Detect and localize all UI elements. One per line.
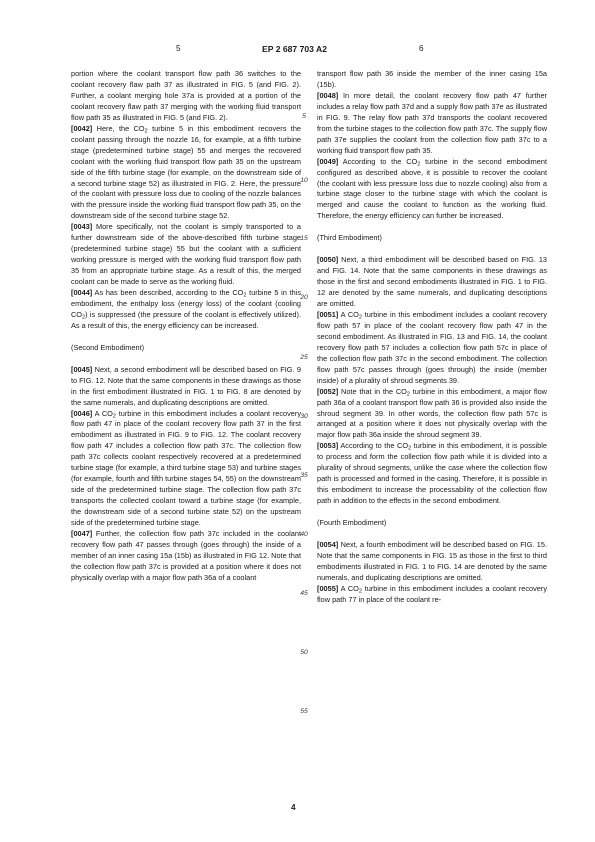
paragraph-text: turbine in the second embodiment configured as described above, it is possible to recover the coolant (the coolant with less pressure loss due to nozzle cooling) also from a turbine stage closer to the turbine stage with which the coolant is merged and cause the coolant to function as the working fluid. Therefore, the energy efficiency can further be increased.	[317, 156, 547, 221]
paragraph-0051	[317, 310, 547, 387]
paragraph-number: [0045]	[71, 364, 93, 374]
paragraph-0044	[71, 288, 301, 332]
paragraph-text: turbine in this embodiment includes a coolant recovery flow path 47 in place of the coolant recovery flow path 37 in the first embodiment as illustrated in FIG. 9 to FIG. 12. The coolant recovery flow path 47 includes a collection flow path 37c. The collection flow path 37c collects coolant respectively recovered at a predetermined turbine stage (for example, a third turbine stage 53) and turbine stages (for example, fourth and fifth turbine stages 54, 55) on the downstream side of the predetermined turbine stage. The collection flow path 37c transports the collected coolant toward a turbine stage (for example, the downstream side of a second turbine state 52) on the upstream side of the predetermined turbine stage.	[71, 408, 301, 528]
paragraph-0043	[71, 222, 301, 288]
line-number: 25	[300, 354, 308, 361]
paragraph-text: A CO	[340, 309, 359, 319]
line-number: 45	[300, 590, 308, 597]
paragraph-0050	[317, 255, 547, 310]
paragraph-text: In more detail, the coolant recovery flow path 47 further includes a relay flow path 37d and a supply flow path 37e as illustrated in FIG. 9. The relay flow path 37d transports the coolant recovered from the turbine stages to the collection flow path 37c. The supply flow path 37e supplies the coolant from the collection flow path 37c to a working fluid transport flow path 35.	[317, 90, 547, 155]
left-text-column	[71, 69, 301, 584]
footer-page-number: 4	[291, 803, 296, 812]
paragraph-0054	[317, 540, 547, 584]
section-heading-second-embodiment: (Second Embodiment)	[71, 342, 145, 352]
line-number: 30	[300, 413, 308, 420]
paragraph-text: A CO	[94, 408, 113, 418]
left-page-number: 5	[176, 44, 181, 53]
paragraph-number: [0051]	[317, 309, 339, 319]
paragraph-number: [0046]	[71, 408, 93, 418]
paragraph-continuation: portion where the coolant transport flow path 36 switches to the coolant recovery flaw path 37 as illustrated in FIG. 5 (and FIG. 2). Further, a coolant merging hole 37a is provided at a portion of the coolant recovery flaw path 37 merging with the working fluid transport flow path 35 as illustrated in FIG. 5 (and FIG. 2).	[71, 69, 301, 122]
paragraph-text: According to the CO	[342, 156, 418, 166]
paragraph-number: [0043]	[71, 222, 93, 232]
line-number: 35	[300, 472, 308, 479]
subscript: 2	[144, 128, 148, 135]
paragraph-text: Note that in the CO	[341, 386, 407, 396]
paragraph-number: [0044]	[71, 288, 93, 298]
line-number: 50	[300, 649, 308, 656]
right-page-number: 6	[419, 44, 424, 53]
paragraph-0045	[71, 365, 301, 409]
line-number: 5	[302, 113, 306, 120]
subscript: 2	[406, 390, 410, 397]
subscript: 2	[358, 588, 362, 595]
paragraph-text: As has been described, according to the CO	[94, 288, 244, 298]
paragraph-0046	[71, 409, 301, 529]
section-heading-fourth-embodiment: (Fourth Embodiment)	[317, 518, 387, 528]
paragraph-number: [0049]	[317, 156, 339, 166]
paragraph-text: ) is suppressed (the pressure of the coolant is effectively utilized). As a result of this, the energy efficiency can be increased.	[71, 309, 301, 330]
paragraph-number: [0047]	[71, 529, 93, 538]
paragraph-text: Next, a fourth embodiment will be described based on FIG. 15. Note that the same components in FIG. 15 as those in the first to third embodiments illustrated in FIG. 1 to FIG. 14 are denoted by the same numerals, and duplicating descriptions are omitted.	[317, 539, 547, 582]
paragraph-text: Next, a second embodiment will be described based on FIG. 9 to FIG. 12. Note that the same components in these drawings as those in the first embodiment illustrated in FIG. 1 to FIG. 8 are denoted by the same numerals, and duplicating descriptions are omitted.	[71, 364, 301, 407]
paragraph-text: Here, the CO	[96, 123, 145, 133]
paragraph-continuation: transport flow path 36 inside the member of the inner casing 15a (15b).	[317, 69, 547, 89]
paragraph-text: A CO	[340, 583, 359, 593]
right-text-column	[317, 69, 547, 606]
paragraph-0042	[71, 124, 301, 223]
paragraph-0052	[317, 387, 547, 442]
paragraph-text: turbine in this embodiment, a major flow path 36a of a coolant transport flow path 36 is provided also inside the shroud segment 39. In other words, the collection flow path 57c is arranged at a position where it does not physically overlap with the major flow path 36a inside the shroud segment 39.	[317, 386, 547, 440]
paragraph-number: [0055]	[317, 583, 339, 593]
line-number: 20	[300, 294, 308, 301]
section-heading-third-embodiment: (Third Embodiment)	[317, 233, 382, 243]
paragraph-number: [0053]	[317, 441, 339, 451]
subscript: 2	[243, 292, 247, 299]
paragraph-0055	[317, 584, 547, 606]
paragraph-number: [0052]	[317, 386, 339, 396]
paragraph-text: turbine in this embodiment includes a coolant recovery flow path 77 in place of the coolant re-	[317, 583, 547, 604]
paragraph-number: [0050]	[317, 255, 339, 265]
paragraph-0053	[317, 441, 547, 507]
paragraph-text: turbine 5 in this embodiment recovers the coolant passing through the nozzle 16, for example, at a fifth turbine stage (predetermined turbine stage) 55 and merges the recovered coolant with the working fluid transport flow path 35 on the upstream side of the fifth turbine stage (for example, on the downstream side of a second turbine stage 52) as illustrated in FIG. 2. Here, the pressure of the coolant with pressure loss due to cooling of the nozzle balances with the pressure inside the working fluid transport flow path 35, on the downstream side of the second turbine stage 52.	[71, 123, 301, 221]
line-number: 40	[300, 531, 308, 538]
subscript: 2	[112, 412, 116, 419]
publication-number: EP 2 687 703 A2	[262, 44, 327, 54]
subscript: 2	[358, 314, 362, 321]
paragraph-number: [0042]	[71, 123, 93, 133]
paragraph-text: More specifically, not the coolant is simply transported to a further downstream side of the above-described fifth turbine stage (predetermined turbine stage) 55 but the coolant with a sufficient working pressure is merged with the working fluid transport flow path 35 from an appropriate turbine stage. As a result of this, the merged coolant can be made to serve as the working fluid.	[71, 222, 301, 287]
paragraph-0048	[317, 91, 547, 157]
paragraph-text: Next, a third embodiment will be described based on FIG. 13 and FIG. 14. Note that the same components in these drawings as those in the first and second embodiments illustrated in FIG. 1 to FIG. 12 are denoted by the same numerals, and duplicating descriptions are omitted.	[317, 255, 547, 308]
subscript: 2	[417, 161, 421, 167]
paragraph-0047	[71, 529, 301, 584]
paragraph-number: [0048]	[317, 90, 339, 100]
paragraph-text: According to the CO	[340, 441, 409, 451]
line-number: 15	[300, 235, 308, 242]
line-number: 10	[300, 177, 308, 184]
line-number: 55	[300, 708, 308, 715]
paragraph-text: turbine in this embodiment, it is possible to process and form the collection flow path while it is divided into a plurality of shroud segments, unlike the case where the collection flow path is processed and formed in the casing. Therefore, it is possible in this embodiment to increase the processability of the collection flow path in addition to the effects in the second embodiment.	[317, 441, 547, 506]
subscript: 2	[82, 314, 86, 321]
paragraph-0049	[317, 157, 547, 223]
paragraph-number: [0054]	[317, 539, 339, 549]
paragraph-text: turbine in this embodiment includes a coolant recovery flow path 57 in place of the coolant recovery flow path 47 in the second embodiment. As illustrated in FIG. 13 and FIG. 14, the coolant recovery flow path 57 includes a collection flow path 57c in place of the collection flow path 37c in the second embodiment. The collection flow path 57c passes through (goes through) the inside (member inside) of a plurality of shroud segments 39.	[317, 309, 547, 385]
paragraph-text: Further, the collection flow path 37c included in the coolant recovery flow path 47 passes through (goes through) the inside of a member of an inner casing 15a (15b) as illustrated in FIG 12. Note that the collection flow path 37c is provided at a position where it does not physically overlap with a major flow path 36a of a coolant	[71, 529, 301, 582]
paragraph-text: turbine 5 in this embodiment, the enthalpy loss (energy loss) of the coolant (cooling CO	[71, 288, 301, 319]
subscript: 2	[408, 445, 412, 452]
